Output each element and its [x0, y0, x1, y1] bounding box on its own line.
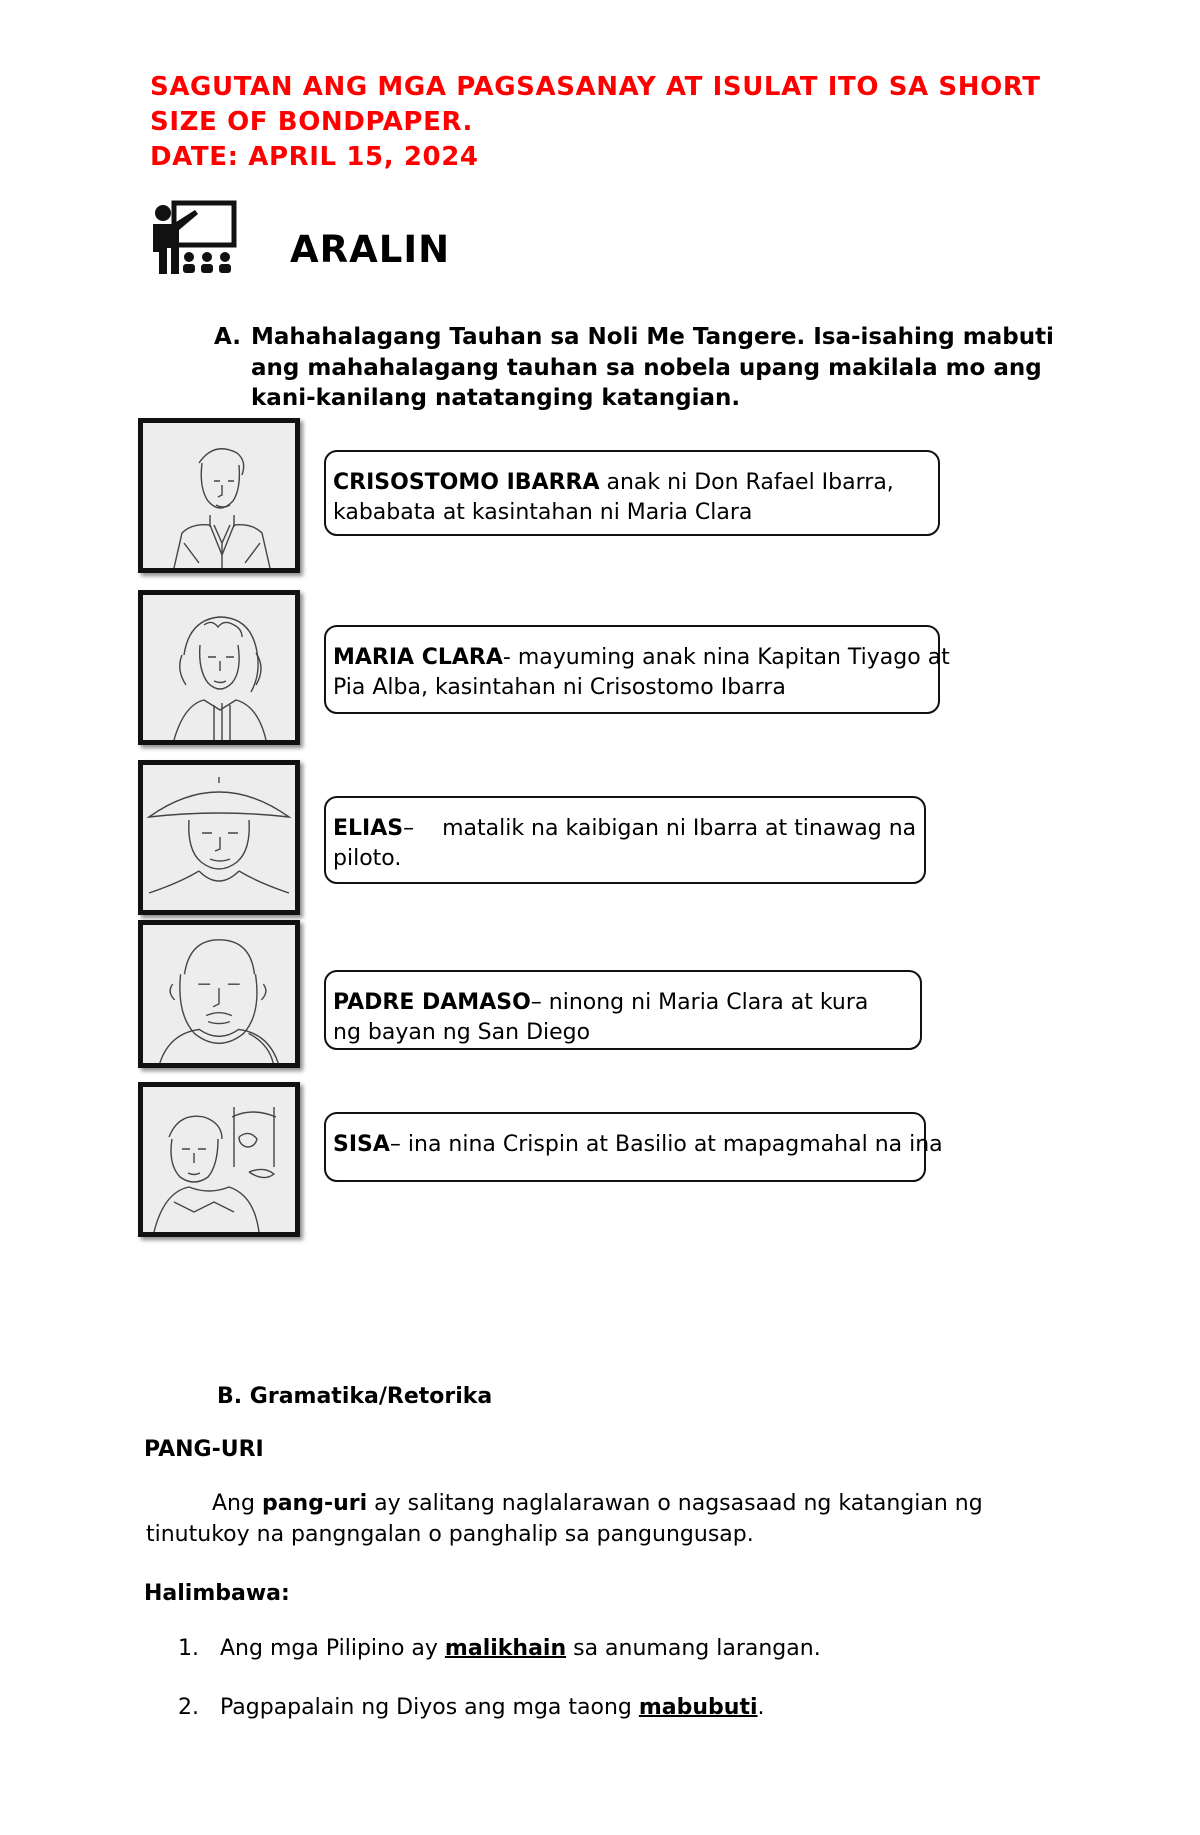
maria-clara-sketch: [143, 595, 295, 740]
callout-ibarra: [324, 450, 940, 536]
padre-damaso-sketch: [143, 925, 295, 1063]
character-desc: ng bayan ng San Diego: [333, 1020, 591, 1045]
character-name: PADRE DAMASO: [333, 990, 531, 1015]
section-a: [214, 322, 1094, 414]
character-name: MARIA CLARA: [333, 645, 503, 670]
character-name: CRISOSTOMO IBARRA: [333, 470, 600, 495]
sisa-portrait: [138, 1082, 300, 1237]
character-desc: Pia Alba, kasintahan ni Crisostomo Ibarra: [333, 675, 786, 700]
definition-term: pang-uri: [261, 1491, 368, 1516]
character-desc: piloto.: [333, 846, 402, 871]
pang-uri-definition: Ang pang-uri ay salitang naglalarawan o nagsasaad ng katangian ng tinutukoy na pangngalan o panghalip sa pangungusap.: [146, 1491, 983, 1547]
instruction-line-1: SAGUTAN ANG MGA PAGSASANAY AT ISULAT ITO SA SHORT: [150, 72, 1041, 102]
callout-sisa: [324, 1112, 943, 1182]
character-desc: anak ni Don Rafael Ibarra,: [599, 470, 894, 495]
example-item: 1. Ang mga Pilipino ay malikhain sa anumang larangan.: [178, 1636, 821, 1661]
character-desc: - mayuming anak nina Kapitan Tiyago at: [502, 645, 950, 670]
ibarra-portrait: [138, 418, 300, 573]
maria-clara-portrait: [138, 590, 300, 745]
examples-label: Halimbawa:: [144, 1581, 290, 1606]
section-b-heading: B. Gramatika/Retorika: [217, 1384, 493, 1409]
example-adjective: mabubuti: [638, 1695, 758, 1720]
character-desc: – ninong ni Maria Clara at kura: [530, 990, 869, 1015]
character-desc: kababata at kasintahan ni Maria Clara: [333, 500, 753, 525]
section-a-marker: A.: [214, 324, 241, 350]
elias-sketch: [143, 765, 295, 910]
aralin-title: ARALIN: [290, 228, 451, 271]
date-line: DATE: APRIL 15, 2024: [150, 142, 479, 172]
character-name: SISA: [333, 1132, 390, 1157]
callout-elias: [324, 796, 926, 884]
example-adjective: malikhain: [444, 1636, 567, 1661]
character-desc: – matalik na kaibigan ni Ibarra at tinawag na: [403, 816, 917, 841]
character-name: ELIAS: [333, 816, 404, 841]
sisa-sketch: [143, 1087, 295, 1232]
ibarra-sketch: [143, 423, 295, 568]
example-item: 2. Pagpapalain ng Diyos ang mga taong mabubuti.: [178, 1695, 765, 1720]
instruction-line-2: SIZE OF BONDPAPER.: [150, 107, 474, 137]
callout-maria-clara: [324, 625, 950, 714]
character-desc: – ina nina Crispin at Basilio at mapagmahal na ina: [389, 1132, 943, 1157]
callout-padre-damaso: [324, 970, 922, 1050]
teacher-presentation-icon: [148, 200, 240, 278]
section-a-text: Mahahalagang Tauhan sa Noli Me Tangere. Isa-isahing mabuti ang mahahalagang tauhan sa nobela upang makilala mo ang kani-kanilang natatanging katangian.: [251, 324, 1054, 411]
padre-damaso-portrait: [138, 920, 300, 1068]
pang-uri-heading: PANG-URI: [144, 1437, 264, 1462]
elias-portrait: [138, 760, 300, 915]
